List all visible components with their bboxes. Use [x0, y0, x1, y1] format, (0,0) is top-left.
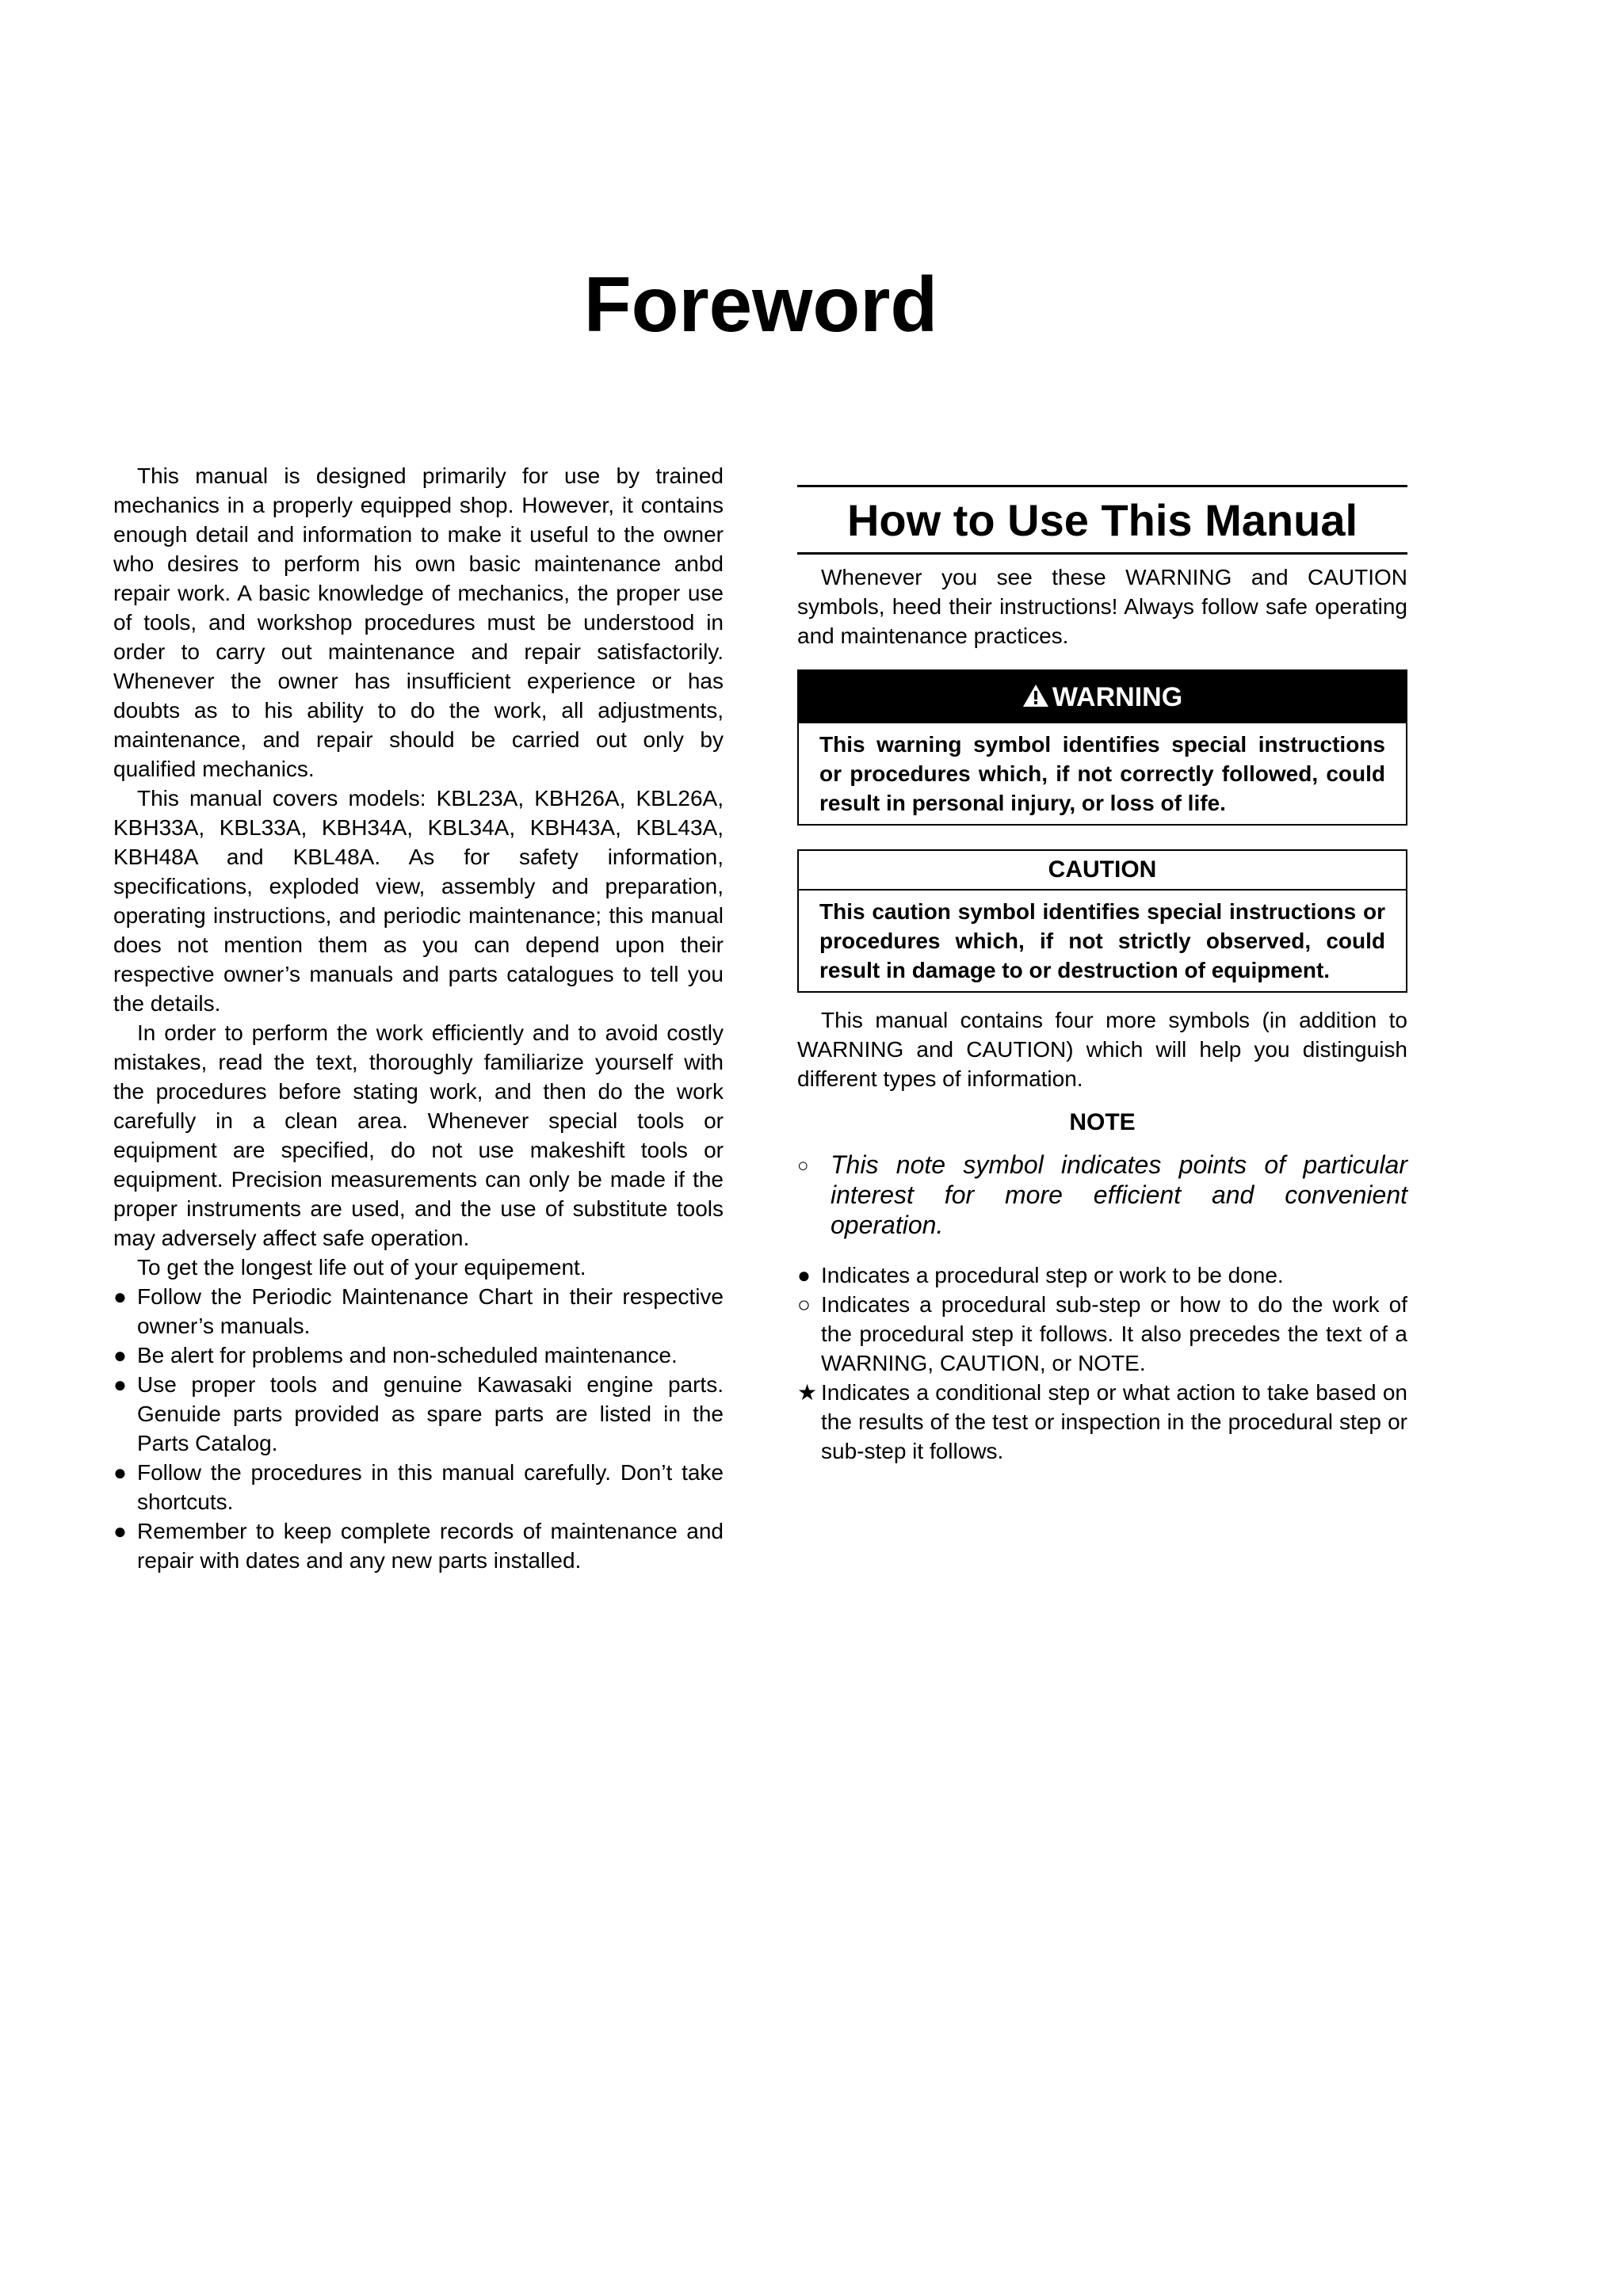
warning-triangle-icon	[1022, 673, 1049, 725]
foreword-column	[113, 461, 724, 1575]
bullet-icon: ●	[797, 1263, 811, 1287]
caution-box	[797, 849, 1407, 993]
foreword-paragraph-3: In order to perform the work efficiently and to avoid costly mistakes, read the text, thoroughly familiarize yourself with the procedures before stating work, and then do the work carefully in a clean area. Whenever special tools or equipment are specified, do not use makeshift tools or equipment. Precision measurements can only be made if the proper instruments are used, and the use of substitute tools may adversely affect safe operation.	[113, 1020, 724, 1250]
note-text: This note symbol indicates points of particular interest for more efficient and convenient operation.	[831, 1150, 1407, 1239]
foreword-paragraph-4: To get the longest life out of your equipement.	[137, 1255, 586, 1280]
symbol-list	[797, 1261, 1407, 1466]
bullet-icon: ●	[113, 1460, 127, 1485]
list-item	[797, 1290, 1407, 1378]
more-symbols-paragraph: This manual contains four more symbols (in addition to WARNING and CAUTION) which will help you distinguish different types of information.	[797, 1008, 1407, 1091]
note-label: NOTE	[1069, 1109, 1136, 1135]
warning-box	[797, 669, 1407, 826]
note-item	[797, 1150, 1407, 1240]
page-title: Foreword	[583, 261, 938, 348]
list-item-text: Use proper tools and genuine Kawasaki engine parts. Genuide parts provided as spare parts are listed in the Parts Catalog.	[137, 1372, 724, 1455]
list-item-text: Indicates a procedural step or work to be done.	[821, 1263, 1284, 1287]
open-circle-icon: ○	[797, 1292, 811, 1317]
how-to-column	[797, 461, 1407, 1466]
list-item-text: Indicates a conditional step or what action to take based on the results of the test or inspection in the procedural step or sub-step it follows.	[821, 1380, 1407, 1463]
star-icon: ★	[797, 1380, 818, 1405]
warning-header	[799, 671, 1406, 723]
list-item-text: Be alert for problems and non-scheduled maintenance.	[137, 1343, 678, 1367]
list-item-text: Remember to keep complete records of maintenance and repair with dates and any new parts installed.	[137, 1519, 724, 1573]
open-circle-icon: ○	[797, 1155, 809, 1177]
list-item	[113, 1282, 724, 1341]
list-item	[797, 1261, 1407, 1290]
caution-text: This caution symbol identifies special instructions or procedures which, if not strictly observed, could result in damage to or destruction of equipment.	[819, 899, 1385, 982]
foreword-bullet-list	[113, 1282, 724, 1575]
list-item-text: Indicates a procedural sub-step or how to do the work of the procedural step it follows. It also precedes the text of a WARNING, CAUTION, or NOTE.	[821, 1292, 1407, 1375]
list-item	[113, 1458, 724, 1516]
bullet-icon: ●	[113, 1284, 127, 1309]
list-item	[797, 1378, 1407, 1466]
bullet-icon: ●	[113, 1343, 127, 1367]
foreword-paragraph-1: This manual is designed primarily for use by trained mechanics in a properly equipped shop. However, it contains enough detail and information to make it useful to the owner who desires to perform his own basic maintenance anbd repair work. A basic knowledge of mechanics, the proper use of tools, and workshop procedures must be understood in order to carry out maintenance and repair satisfactorily. Whenever the owner has insufficient experience or has doubts as to his ability to do the work, all adjustments, maintenance, and repair should be carried out only by qualified mechanics.	[113, 463, 724, 781]
bullet-icon: ●	[113, 1519, 127, 1543]
list-item-text: Follow the procedures in this manual carefully. Don’t take shortcuts.	[137, 1460, 724, 1514]
warning-label: WARNING	[1052, 682, 1183, 712]
list-item	[113, 1516, 724, 1575]
list-item	[113, 1341, 724, 1370]
list-item	[113, 1370, 724, 1458]
foreword-paragraph-2: This manual covers models: KBL23A, KBH26A, KBL26A, KBH33A, KBL33A, KBH34A, KBL34A, KBH43A, KBL43A, KBH48A and KBL48A. As for safety information, specifications, exploded view, assembly and preparation, operating instructions, and periodic maintenance; this manual does not mention them as you can depend upon their respective owner’s manuals and parts catalogues to tell you the details.	[113, 786, 724, 1016]
bullet-icon: ●	[113, 1372, 127, 1397]
list-item-text: Follow the Periodic Maintenance Chart in their respective owner’s manuals.	[137, 1284, 724, 1338]
caution-label: CAUTION	[799, 851, 1406, 891]
intro-paragraph: Whenever you see these WARNING and CAUTION symbols, heed their instructions! Always follow safe operating and maintenance practices.	[797, 565, 1407, 648]
section-heading: How to Use This Manual	[797, 485, 1407, 555]
warning-text: This warning symbol identifies special instructions or procedures which, if not correctly followed, could result in personal injury, or loss of life.	[819, 732, 1385, 815]
